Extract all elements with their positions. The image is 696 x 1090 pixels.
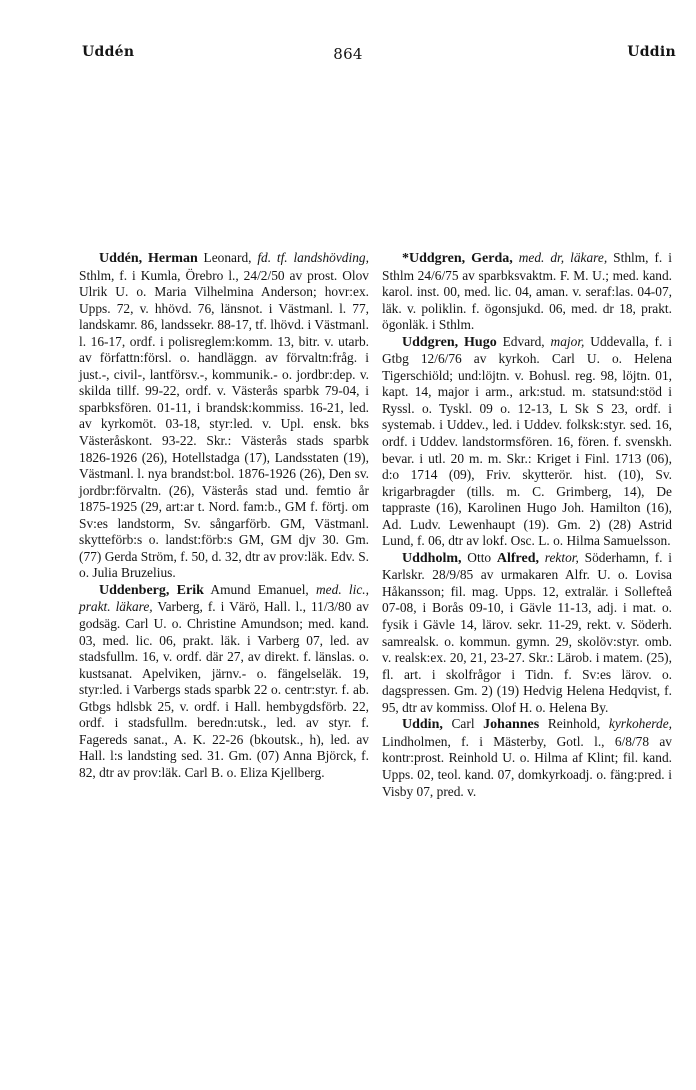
entry-title: major, [550, 333, 585, 349]
entry-uddenberg-erik [79, 582, 369, 782]
entry-text: Varberg, f. i Värö, Hall. l., 11/3/80 av godsäg. Carl U. o. Christine Amundson; med. kand. 03, med. lic. 06, prakt. läk. i Varberg 07, led. av stadsfullm. 16, v. ordf. där 27, av direkt. f. länslas. o. kustsanat. Apelviken, järnv.- o. fängelseläk. 19, styr:led. i Varbergs stads sparbk 22 o. centr:styr. f. ab. Gtbgs hdlsbk 25, v. ordf. i Hall. hembygdsförb. 22, ordf. i stadsfullm. beredn:utsk., led. av styr. f. Fagereds sanat., A. K. 22-26 (bkoutsk., h), led. av Hall. l:s landsting sed. 31. Gm. (07) Anna Björck, f. 82, dtr av prov:läk. Carl B. o. Eliza Kjellberg. [79, 599, 369, 780]
entry-text: Sthlm, f. i Kumla, Örebro l., 24/2/50 av prost. Olov Ulrik U. o. Maria Vilhelmina Anderson; hovr:ex. Upps. 72, v. hhövd. 76, länsnot. i Västmanl. l. 77, landskamr. 86, landssekr. 88-17, tf. lhövd. i Västmanl. l. 16-17, ordf. i polisreglem:komm. 13, bitr. v. utarb. av författn:försl. o. handläggn. av förvaltn:fråg. i just.-, civil-, lantförsv.-, kommunik.- o. jordbr:dep. v. skilda tillf. 99-22, ordf. v. Västerås sparbk 79-04, i sparbksfören. 01-11, i brandsk:kommiss. 16-21, led. av kyrkomöt. 03-18, styr:led. v. Upl. ensk. bks Västeråskont. 93-22. Skr.: Västerås stads sparbk 1826-1926 (26), Hotellstadga (17), Landsstaten (19), Västmanl. l. nya brandst:bol. 1876-1926 (26), Den sv. jordbr:förvaltn. (26), Västerås stad und. femtio år 1875-1925 (29, art:ar t. Nord. fam:b., GM f. förtj. om Sv:es landstorm, Sv. sångarförb. GM, Västmanl. skytteförb:s o. landst:förb:s GM, GM djv 30. Gm. (77) Gerda Ström, f. 50, d. 32, dtr av prov:läk. Edv. S. o. Julia Bruzelius. [79, 267, 369, 581]
entry-uddholm-otto-alfred [382, 550, 672, 716]
entry-given-names [464, 334, 545, 349]
entry-given-names [148, 250, 252, 265]
entry-title: med. lic., prakt. läkare, [79, 581, 369, 615]
entry-surname: Uddholm, [402, 550, 462, 566]
entry-surname: Uddin, [402, 717, 443, 733]
entry-title: med. dr, läkare, [518, 250, 608, 265]
entry-first-name: Alfred, [496, 550, 539, 566]
entry-first-name: Erik [176, 582, 204, 598]
entry-uddin-carl-johannes [382, 716, 672, 800]
entry-first-name: Herman [147, 251, 198, 266]
entry-given-names [471, 250, 513, 265]
page-number: 864 [333, 45, 363, 63]
entry-first-name: Hugo [464, 334, 497, 350]
right-column [382, 250, 672, 800]
entry-first-name: Gerda, [471, 251, 513, 266]
entry-middle-names: Reinhold, [547, 716, 601, 732]
entry-given-names [451, 716, 600, 731]
entry-middle-names: Leonard, [203, 250, 252, 265]
entry-uddgren-hugo [382, 334, 672, 550]
entry-given-names [467, 550, 539, 565]
entry-pre-name: Otto [467, 549, 492, 565]
entry-given-names [177, 582, 309, 597]
entry-uddgren-gerda [382, 250, 672, 334]
entry-first-name: Johannes [483, 717, 540, 733]
entry-surname: Uddenberg, [99, 582, 170, 598]
entry-text: Uddevalla, f. i Gtbg 12/6/76 av kyrkoh. Carl U. o. Helena Tigerschiöld; und:löjtn. v. Bohusl. reg. 98, löjtn. 01, kapt. 14, major i arm., ark:stud. m. statsund:stöd i Ryssl. o. Tyskl. 09 o. 12-13, L Sk S 23, ordf. i systemab. i Uddev., led. i Uddev. folksk:styr. sed. 16, ordf. i Uddev. landstormsfören. 16, fören. f. svenskh. bevar. i utl. 20 m. m. Skr.: Kriget i Finl. 1713 (06), d:o 1714 (09), Friv. skytterör. hist. (10), Sv. krigarbragder (tills. m. C. Grimberg, 14), De tappraste (16), Karolinen Hugo Joh. Hamilton (16), Ad. Ludv. Lewenhaupt (19). Gm. 2) (28) Astrid Lund, f. 06, dtr av lokf. Osc. L. o. Hilma Samuelsson. [382, 333, 672, 549]
entry-title: kyrkoherde, [608, 716, 672, 732]
entry-middle-names: Amund Emanuel, [210, 581, 309, 597]
entry-surname: Uddén, [99, 251, 143, 266]
entry-text: Lindholmen, f. i Mästerby, Gotl. l., 6/8/78 av kontr:prost. Reinhold U. o. Hilma af Klint; fil. kand. Upps. 02, teol. kand. 07, domkyrkoadj. o. fäng:pred. i Visby 07, pred. v. [382, 733, 672, 799]
entry-title: fd. tf. landshövding, [257, 250, 369, 265]
entry-text: Sthlm, f. i Sthlm 24/6/75 av sparbksvaktm. F. M. U.; med. kand. karol. inst. 00, med. lic. 04, aman. v. seraf:las. 04-07, läk. v. poliklin. f. ögonsjukd. 06, med. dr 18, prakt. ögonläk. i Sthlm. [382, 250, 672, 333]
running-head-left: Uddén [82, 44, 135, 60]
entry-surname: *Uddgren, [402, 251, 466, 266]
left-column [79, 250, 369, 782]
entry-title: rektor, [544, 549, 579, 565]
entry-surname: Uddgren, [402, 334, 459, 350]
entry-pre-name: Carl [451, 716, 475, 732]
running-head-right: Uddin [627, 44, 676, 60]
entry-text: Söderhamn, f. i Karlskr. 28/9/85 av urmakaren Alfr. U. o. Lovisa Håkansson; fil. mag. Upps. 12, extralär. i Sollefteå 07-08, i Borås 09-10, i Gävle 11-13, adj. i mat. o. fysik i Gävle 14, lärov. sekr. 11-29, rekt. v. Söderh. samrealsk. o. kommun. gymn. 29, skolöv:styr. omb. v. realsk:ex. 20, 21, 23-27. Skr.: Lärob. i matem. (25), fl. art. i skolfrågor i Tidn. f. Sv:es lärov. o. dagspressen. Gm. 2) (19) Hedvig Helena Hedqvist, f. 95, dtr av kommiss. Olof H. o. Helena By. [382, 549, 672, 715]
entry-udden-herman [79, 250, 369, 582]
entry-middle-names: Edvard, [502, 333, 545, 349]
